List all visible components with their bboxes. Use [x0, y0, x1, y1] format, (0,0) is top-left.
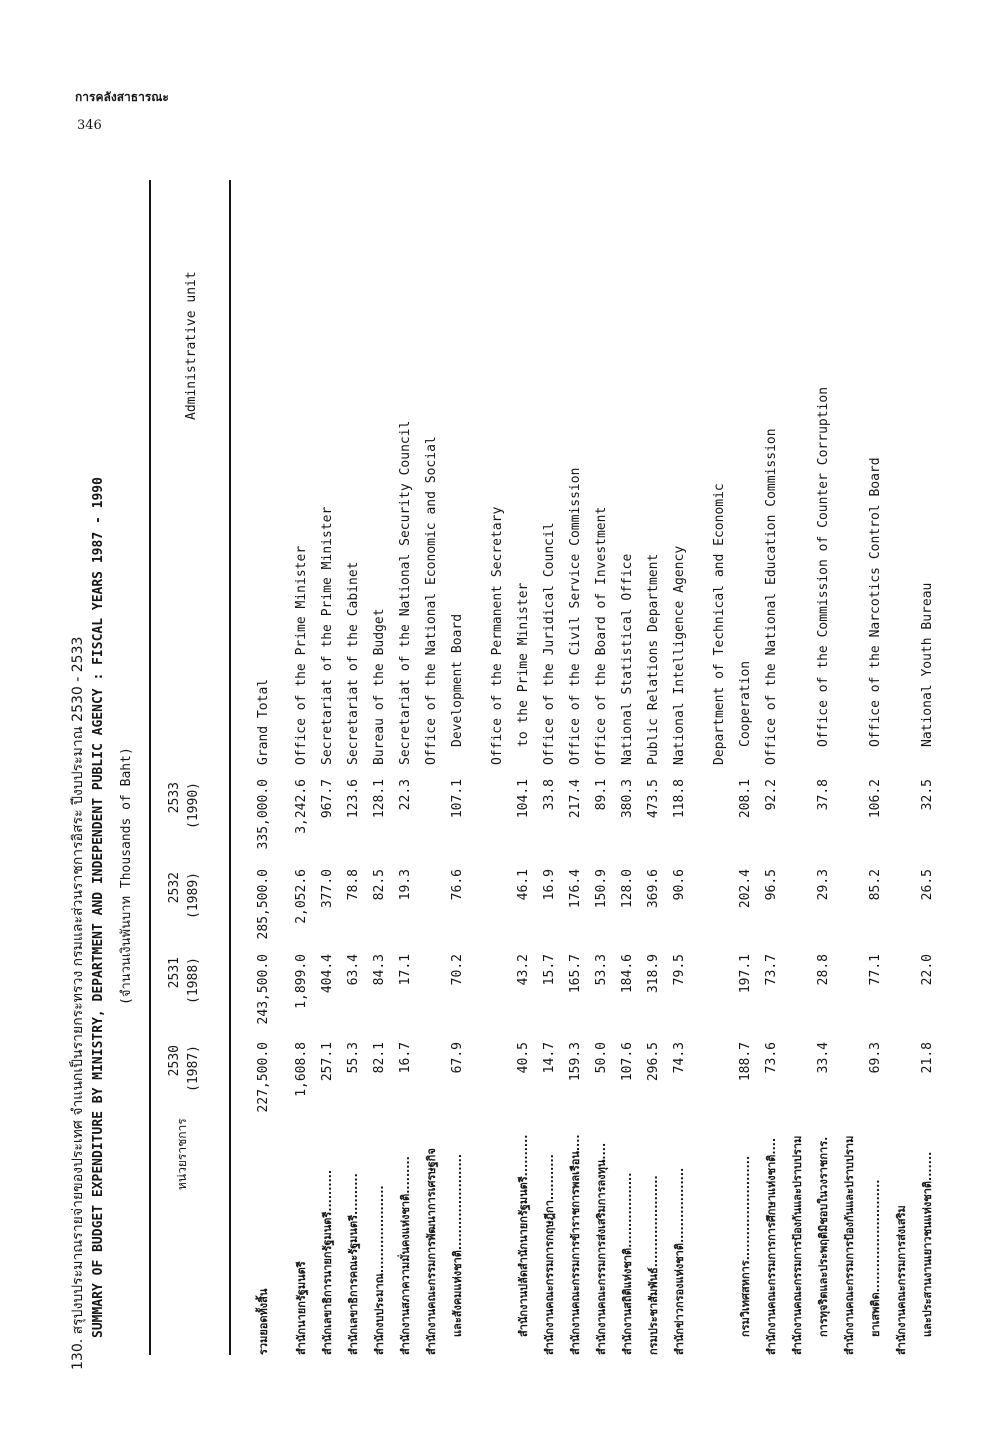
table-row: [315, 165, 341, 1355]
value-cell-year-1: 33.4: [816, 1042, 831, 1074]
year-be: 2532: [167, 872, 182, 904]
row-label-thai: รวมยอดทั้งสิ้น: [257, 1288, 270, 1355]
row-label-thai: สำนักเลขาธิการคณะรัฐมนตรี..........: [347, 1173, 360, 1355]
table-row: [915, 165, 941, 1355]
table-row: [251, 165, 277, 1355]
row-label-english: Office of the Civil Service Commission: [568, 467, 583, 765]
row-label-english: Cooperation: [738, 660, 753, 747]
value-cell-year-1: 55.3: [346, 1042, 361, 1074]
value-cell-year-2: 165.7: [568, 954, 583, 994]
value-cell-year-3: 90.6: [672, 869, 687, 901]
value-cell-year-1: 159.3: [568, 1042, 583, 1082]
row-label-english: Bureau of the Budget: [372, 608, 387, 765]
value-cell-year-4: 128.1: [372, 779, 387, 819]
row-label-thai: สำนักข่าวกรองแห่งชาติ..................: [673, 1167, 686, 1355]
row-label-english: Office of the Commission of Counter Corruption: [816, 386, 831, 747]
value-cell-year-4: 123.6: [346, 779, 361, 819]
value-cell-year-1: 16.7: [398, 1042, 413, 1074]
row-label-english: Department of Technical and Economic: [712, 483, 727, 765]
row-label-thai: การทุจริตและประพฤติมิชอบในวงราชการ.: [817, 1136, 830, 1337]
value-cell-year-3: 26.5: [920, 869, 935, 901]
column-header-thai-unit: หน่วยราชการ: [175, 1118, 189, 1190]
value-cell-year-2: 84.3: [372, 954, 387, 986]
value-cell-year-1: 1,608.8: [294, 1042, 309, 1097]
row-label-thai: และประสานงานเยาวชนแห่งชาติ.......: [921, 1151, 934, 1337]
table-row: [445, 165, 471, 1355]
column-header-year-4: [165, 782, 203, 852]
value-cell-year-3: 76.6: [450, 869, 465, 901]
value-cell-year-3: 29.3: [816, 869, 831, 901]
value-cell-year-3: 96.5: [764, 869, 779, 901]
value-cell-year-2: 404.4: [320, 954, 335, 994]
table-row: [811, 165, 837, 1355]
value-cell-year-3: 369.6: [646, 869, 661, 909]
value-cell-year-3: 150.9: [594, 869, 609, 909]
row-label-thai: สำนักงบประมาณ.....................: [373, 1185, 386, 1355]
value-cell-year-4: 380.3: [620, 779, 635, 819]
row-label-english: National Intelligence Agency: [672, 545, 687, 765]
table-row: [563, 165, 589, 1355]
row-label-thai: สำนักนายกรัฐมนตรี: [295, 1261, 308, 1355]
row-label-english: Office of the Prime Minister: [294, 545, 309, 765]
value-cell-year-3: 202.4: [738, 869, 753, 909]
value-cell-year-2: 184.6: [620, 954, 635, 994]
table-row: [615, 165, 641, 1355]
row-label-thai: สำนักงานคณะกรรมการพัฒนาการเศรษฐกิจ: [425, 1148, 438, 1355]
row-label-thai: สำนักงานคณะกรรมการข้าราชการพลเรือน....: [569, 1134, 582, 1355]
value-cell-year-1: 296.5: [646, 1042, 661, 1082]
table-title-english: SUMMARY OF BUDGET EXPENDITURE BY MINISTRY, DEPARTMENT AND INDEPENDENT PUBLIC AGENCY : FISCAL YEARS 1987 - 1990: [91, 477, 106, 1338]
value-cell-year-4: 89.1: [594, 779, 609, 811]
value-cell-year-3: 82.5: [372, 869, 387, 901]
value-cell-year-1: 107.6: [620, 1042, 635, 1082]
value-cell-year-2: 73.7: [764, 954, 779, 986]
table-row: [485, 165, 511, 1355]
value-cell-year-1: 73.6: [764, 1042, 779, 1074]
value-cell-year-1: 67.9: [450, 1042, 465, 1074]
value-cell-year-4: 22.3: [398, 779, 413, 811]
value-cell-year-1: 14.7: [542, 1042, 557, 1074]
value-cell-year-2: 63.4: [346, 954, 361, 986]
value-cell-year-4: 37.8: [816, 779, 831, 811]
value-cell-year-4: 473.5: [646, 779, 661, 819]
value-cell-year-3: 176.4: [568, 869, 583, 909]
table-row: [537, 165, 563, 1355]
value-cell-year-2: 22.0: [920, 954, 935, 986]
value-cell-year-4: 107.1: [450, 779, 465, 819]
table-title-thai: 130. สรุปงบประมาณรายจ่ายของประเทศ จำแนกเป็นรายกระทรวง กรมและส่วนราชการอิสระ ปีงบประมาณ 2530 - 2533: [70, 636, 86, 1370]
rotated-table-page: [55, 80, 935, 1370]
year-be: 2533: [167, 782, 182, 814]
column-header-year-3: [165, 872, 203, 942]
row-label-english: Development Board: [450, 613, 465, 747]
row-label-thai: กรมวิเทศสหการ.........................: [739, 1155, 752, 1337]
value-cell-year-2: 243,500.0: [256, 954, 271, 1025]
row-label-english: Secretariat of the Prime Minister: [320, 506, 335, 765]
table-row: [589, 165, 615, 1355]
table-row: [759, 165, 785, 1355]
value-cell-year-2: 70.2: [450, 954, 465, 986]
table-row: [707, 165, 733, 1355]
row-label-thai: กรมประชาสัมพันธ์......................: [647, 1175, 660, 1355]
table-top-rule: [149, 180, 151, 1355]
row-label-english: Office of the Permanent Secretary: [490, 506, 505, 765]
value-cell-year-4: 32.5: [920, 779, 935, 811]
row-label-thai: สำนักงานสถิติแห่งชาติ..................: [621, 1172, 634, 1355]
row-label-thai: สำนักงานปลัดสำนักนายกรัฐมนตรี..........: [517, 1134, 530, 1337]
value-cell-year-3: 16.9: [542, 869, 557, 901]
column-header-year-1: [165, 1045, 203, 1115]
value-cell-year-2: 77.1: [868, 954, 883, 986]
row-label-thai: สำนักงานคณะกรรมการส่งเสริมการลงทุน....: [595, 1142, 608, 1355]
value-cell-year-3: 377.0: [320, 869, 335, 909]
value-cell-year-4: 208.1: [738, 779, 753, 819]
value-cell-year-4: 217.4: [568, 779, 583, 819]
value-cell-year-4: 3,242.6: [294, 779, 309, 834]
row-label-english: to the Prime Minister: [516, 582, 531, 747]
row-label-english: Office of the Juridical Council: [542, 522, 557, 765]
year-ad: (1988): [186, 957, 201, 1004]
table-row: [863, 165, 889, 1355]
row-label-thai: ยาเสพติด...........................: [869, 1179, 882, 1337]
value-cell-year-3: 85.2: [868, 869, 883, 901]
value-cell-year-2: 17.1: [398, 954, 413, 986]
row-label-english: National Youth Bureau: [920, 582, 935, 747]
value-cell-year-2: 1,899.0: [294, 954, 309, 1009]
value-cell-year-4: 33.8: [542, 779, 557, 811]
value-cell-year-2: 53.3: [594, 954, 609, 986]
year-ad: (1990): [186, 782, 201, 829]
value-cell-year-4: 92.2: [764, 779, 779, 811]
value-cell-year-1: 82.1: [372, 1042, 387, 1074]
value-cell-year-2: 15.7: [542, 954, 557, 986]
value-cell-year-3: 19.3: [398, 869, 413, 901]
value-cell-year-4: 335,000.0: [256, 779, 271, 850]
value-cell-year-3: 78.8: [346, 869, 361, 901]
row-label-english: Office of the National Economic and Social: [424, 436, 439, 765]
column-header-year-2: [165, 957, 203, 1027]
row-label-thai: สำนักงานคณะกรรมการป้องกันและปราบปราม: [843, 1135, 856, 1355]
value-cell-year-2: 79.5: [672, 954, 687, 986]
table-row: [667, 165, 693, 1355]
value-cell-year-1: 257.1: [320, 1042, 335, 1082]
table-row: [367, 165, 393, 1355]
value-cell-year-3: 46.1: [516, 869, 531, 901]
column-header-english-unit: Administrative unit: [184, 271, 199, 420]
row-label-english: Office of the Narcotics Control Board: [868, 457, 883, 747]
table-row: [733, 165, 759, 1355]
table-row: [641, 165, 667, 1355]
value-cell-year-2: 318.9: [646, 954, 661, 994]
value-cell-year-2: 43.2: [516, 954, 531, 986]
table-row: [341, 165, 367, 1355]
row-label-english: Office of the Board of Investment: [594, 506, 609, 765]
value-cell-year-2: 28.8: [816, 954, 831, 986]
year-ad: (1987): [186, 1045, 201, 1092]
value-cell-year-1: 50.0: [594, 1042, 609, 1074]
value-cell-year-4: 106.2: [868, 779, 883, 819]
row-label-thai: สำนักงานคณะกรรมการกฤษฎีกา...........: [543, 1154, 556, 1355]
table-header-rule: [229, 180, 231, 1355]
value-cell-year-4: 118.8: [672, 779, 687, 819]
row-label-english: Office of the National Education Commission: [764, 428, 779, 765]
row-label-thai: สำนักงานสภาความมั่นคงแห่งชาติ.........: [399, 1156, 412, 1355]
value-cell-year-2: 197.1: [738, 954, 753, 994]
row-label-thai: สำนักเลขาธิการนายกรัฐมนตรี..........: [321, 1169, 334, 1355]
table-row: [837, 165, 863, 1355]
table-row: [289, 165, 315, 1355]
row-label-english: National Statistical Office: [620, 553, 635, 765]
value-cell-year-1: 21.8: [920, 1042, 935, 1074]
year-be: 2531: [167, 957, 182, 989]
value-cell-year-3: 128.0: [620, 869, 635, 909]
table-row: [785, 165, 811, 1355]
table-row: [393, 165, 419, 1355]
value-cell-year-1: 40.5: [516, 1042, 531, 1074]
page-number: 346: [77, 118, 102, 133]
value-cell-year-1: 188.7: [738, 1042, 753, 1082]
table-unit-note: (จำนวนเงินพันบาท Thousands of Baht): [119, 747, 134, 1005]
table-row: [419, 165, 445, 1355]
value-cell-year-1: 69.3: [868, 1042, 883, 1074]
value-cell-year-4: 967.7: [320, 779, 335, 819]
row-label-thai: สำนักงานคณะกรรมการป้องกันและปราบปราม: [791, 1135, 804, 1355]
running-header: การคลังสาธารณะ: [75, 90, 169, 104]
row-label-english: Secretariat of the Cabinet: [346, 561, 361, 765]
row-label-english: Public Relations Department: [646, 553, 661, 765]
row-label-english: Secretariat of the National Security Council: [398, 420, 413, 765]
row-label-english: Grand Total: [256, 678, 271, 765]
table-row: [889, 165, 915, 1355]
value-cell-year-1: 74.3: [672, 1042, 687, 1074]
value-cell-year-1: 227,500.0: [256, 1042, 271, 1113]
value-cell-year-3: 2,052.6: [294, 869, 309, 924]
row-label-thai: สำนักงานคณะกรรมการส่งเสริม: [895, 1205, 908, 1355]
value-cell-year-4: 104.1: [516, 779, 531, 819]
row-label-thai: และสังคมแห่งชาติ.......................: [451, 1153, 464, 1337]
year-be: 2530: [167, 1045, 182, 1077]
table-row: [511, 165, 537, 1355]
value-cell-year-3: 285,500.0: [256, 869, 271, 940]
row-label-thai: สำนักงานคณะกรรมการการศึกษาแห่งชาติ....: [765, 1137, 778, 1355]
year-ad: (1989): [186, 872, 201, 919]
